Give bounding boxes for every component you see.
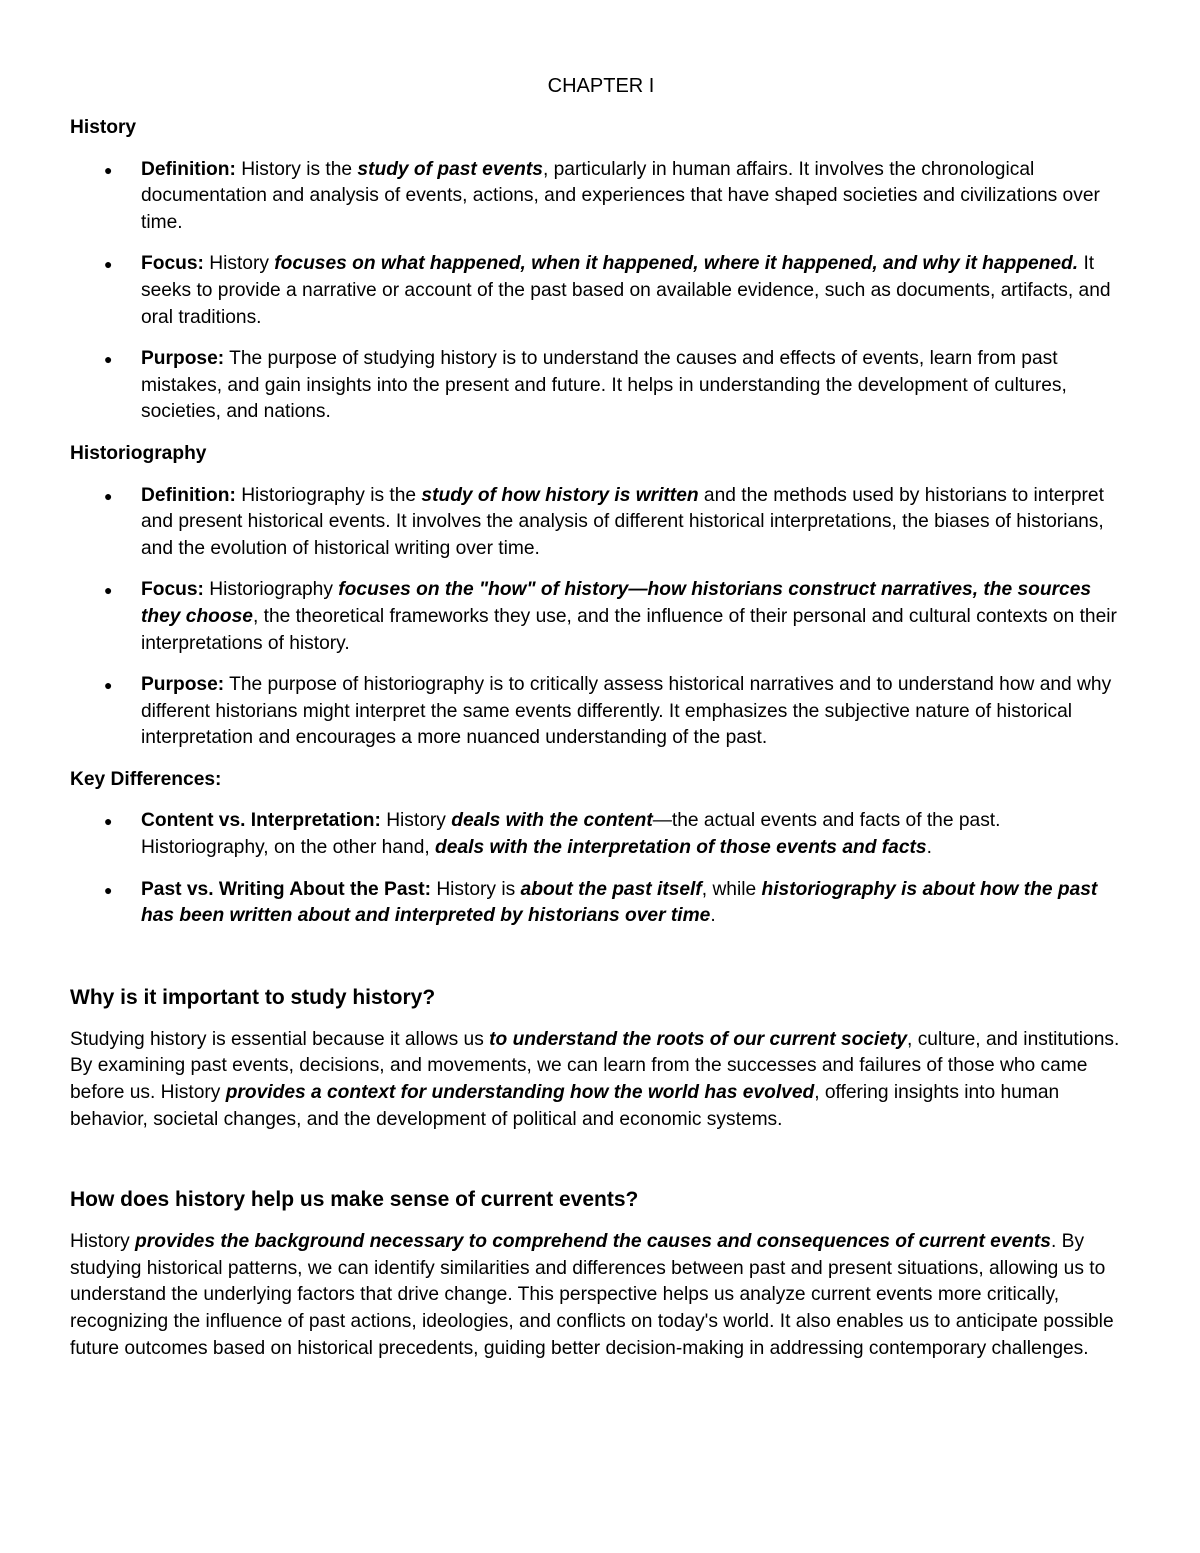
bullet-icon: ● bbox=[104, 161, 113, 178]
differences-list bbox=[70, 808, 1132, 929]
bullet-icon: ● bbox=[104, 677, 113, 694]
history-list bbox=[70, 157, 1132, 426]
list-item: ● Content vs. Interpretation: History deals with the content—the actual events and facts of the past. Historiography, on the other hand, deals with the interpretation of those events and facts. bbox=[104, 810, 1001, 859]
list-item: ● Purpose: The purpose of studying history is to understand the causes and effects of events, learn from past mistakes, and gain insights into the present and future. It helps in understanding the development of cultures, societies, and nations. bbox=[104, 348, 1067, 423]
list-item: ● Definition: Historiography is the study of how history is written and the methods used by historians to interpret and present historical events. It involves the analysis of different historical interpretations, the biases of historians, and the evolution of historical writing over time. bbox=[104, 484, 1104, 559]
bullet-icon: ● bbox=[104, 881, 113, 898]
paragraph-how: History provides the background necessary to comprehend the causes and consequences of current events. By studying historical patterns, we can identify similarities and differences between past and present situations, allowing us to understand the underlying factors that drive change. This perspective helps us analyze current events more critically, recognizing the influence of past actions, ideologies, and conflicts on today's world. It also enables us to anticipate possible future outcomes based on historical precedents, guiding better decision-making in addressing contemporary challenges. bbox=[70, 1231, 1114, 1359]
question-heading-how: How does history help us make sense of current events? bbox=[70, 1188, 639, 1212]
bullet-icon: ● bbox=[104, 487, 113, 504]
document-page bbox=[70, 72, 1132, 1362]
section-title-historiography: Historiography bbox=[70, 442, 207, 464]
section-title-key-differences: Key Differences: bbox=[70, 768, 222, 790]
list-item: ● Definition: History is the study of past events, particularly in human affairs. It involves the chronological documentation and analysis of events, actions, and experiences that have shaped societies and civilizations over time. bbox=[104, 158, 1100, 233]
paragraph-why: Studying history is essential because it allows us to understand the roots of our current society, culture, and institutions. By examining past events, decisions, and movements, we can learn from the successes and failures of those who came before us. History provides a context for understanding how the world has evolved, offering insights into human behavior, societal changes, and the development of political and economic systems. bbox=[70, 1028, 1120, 1130]
question-heading-why: Why is it important to study history? bbox=[70, 985, 436, 1009]
historiography-list bbox=[70, 483, 1132, 752]
list-item: ● Past vs. Writing About the Past: History is about the past itself, while historiography is about how the past has been written about and interpreted by historians over time. bbox=[104, 878, 1098, 927]
section-title-history: History bbox=[70, 117, 137, 138]
spacer bbox=[70, 1133, 1132, 1186]
bullet-icon: ● bbox=[104, 256, 113, 273]
bullet-icon: ● bbox=[104, 351, 113, 368]
spacer bbox=[70, 945, 1132, 984]
bullet-icon: ● bbox=[104, 813, 113, 830]
list-item: ● Focus: Historiography focuses on the "how" of history—how historians construct narratives, the sources they choose, the theoretical frameworks they use, and the influence of their personal and cultural contexts on their interpretations of history. bbox=[104, 579, 1117, 654]
list-item: ● Purpose: The purpose of historiography is to critically assess historical narratives and to understand how and why different historians might interpret the same events differently. It emphasizes the subjective nature of historical interpretation and encourages a more nuanced understanding of the past. bbox=[104, 674, 1112, 749]
chapter-title: CHAPTER I bbox=[547, 75, 655, 97]
bullet-icon: ● bbox=[104, 582, 113, 599]
list-item: ● Focus: History focuses on what happened, when it happened, where it happened, and why it happened. It seeks to provide a narrative or account of the past based on available evidence, such as documents, artifacts, and oral traditions. bbox=[104, 253, 1111, 328]
